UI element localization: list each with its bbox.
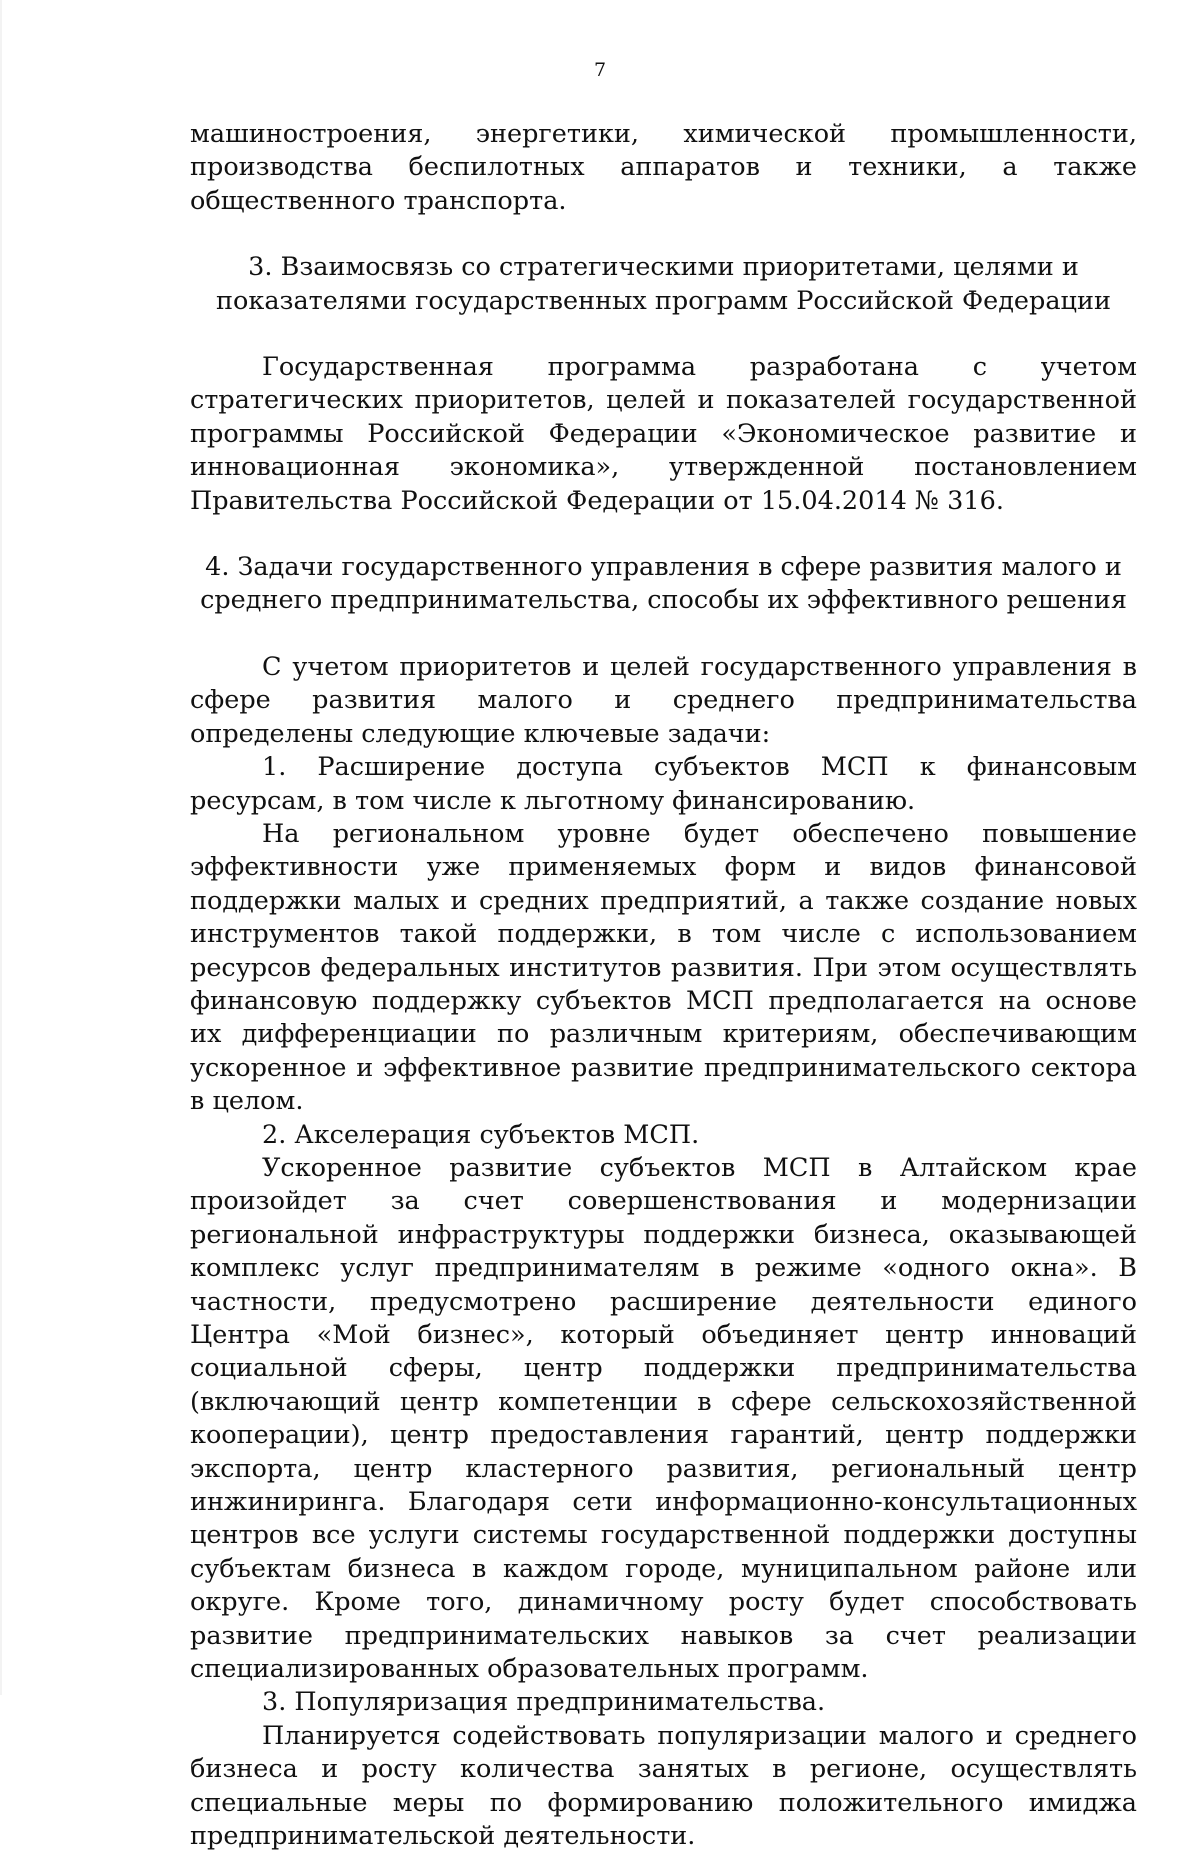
task-3-title: 3. Популяризация предпринимательства.	[262, 1687, 826, 1718]
intro-paragraph: машиностроения, энергетики, химической промышленности, производства беспилотных аппаратов и техники, а также общественного транспорта.	[190, 119, 1137, 216]
section-3-heading: 3. Взаимосвязь со стратегическими приоритетами, целями и показателями государственных программ Российской Федерации	[216, 252, 1111, 316]
page-number: 7	[593, 59, 607, 81]
page-content	[190, 118, 1137, 1854]
section-4-intro: С учетом приоритетов и целей государственного управления в сфере развития малого и среднего предпринимательства определены следующие ключевые задачи:	[190, 651, 1137, 749]
task-2-paragraph: Ускоренное развитие субъектов МСП в Алтайском крае произойдет за счет совершенствования и модернизации региональной инфраструктуры поддержки бизнеса, оказывающей комплекс услуг предпринимателям в режиме «одного окна». В частности, предусмотрено расширение деятельности единого Центра «Мой бизнес», который объединяет центр инноваций социальной сферы, центр поддержки предпринимательства (включающий центр компетенции в сфере сельскохозяйственной кооперации), центр предоставления гарантий, центр поддержки экспорта, центр кластерного развития, региональный центр инжиниринга. Благодаря сети информационно-консультационных центров все услуги системы государственной поддержки доступны субъектам бизнеса в каждом городе, муниципальном районе или округе. Кроме того, динамичному росту будет способствовать развитие предпринимательских навыков за счет реализации специализированных образовательных программ.	[190, 1152, 1137, 1685]
task-1-paragraph: На региональном уровне будет обеспечено повышение эффективности уже применяемых форм и видов финансовой поддержки малых и средних предприятий, а также создание новых инструментов такой поддержки, в том числе с использованием ресурсов федеральных институтов развития. При этом осуществлять финансовую поддержку субъектов МСП предполагается на основе их дифференциации по различным критериям, обеспечивающим ускоренное и эффективное развитие предпринимательского сектора в целом.	[190, 818, 1137, 1117]
task-3-paragraph: Планируется содействовать популяризации малого и среднего бизнеса и росту количества занятых в регионе, осуществлять специальные меры по формированию положительного имиджа предпринимательской деятельности.	[190, 1720, 1137, 1852]
section-3-paragraph: Государственная программа разработана с учетом стратегических приоритетов, целей и показателей государственной программы Российской Федерации «Экономическое развитие и инновационная экономика», утвержденной постановлением Правительства Российской Федерации от 15.04.2014 № 316.	[190, 352, 1137, 516]
task-1-title: 1. Расширение доступа субъектов МСП к финансовым ресурсам, в том числе к льготному финансированию.	[190, 752, 1137, 816]
section-4-heading: 4. Задачи государственного управления в сфере развития малого и среднего предпринимательства, способы их эффективного решения	[200, 552, 1127, 616]
scan-edge	[0, 0, 2, 1695]
task-2-title: 2. Акселерация субъектов МСП.	[262, 1119, 700, 1150]
